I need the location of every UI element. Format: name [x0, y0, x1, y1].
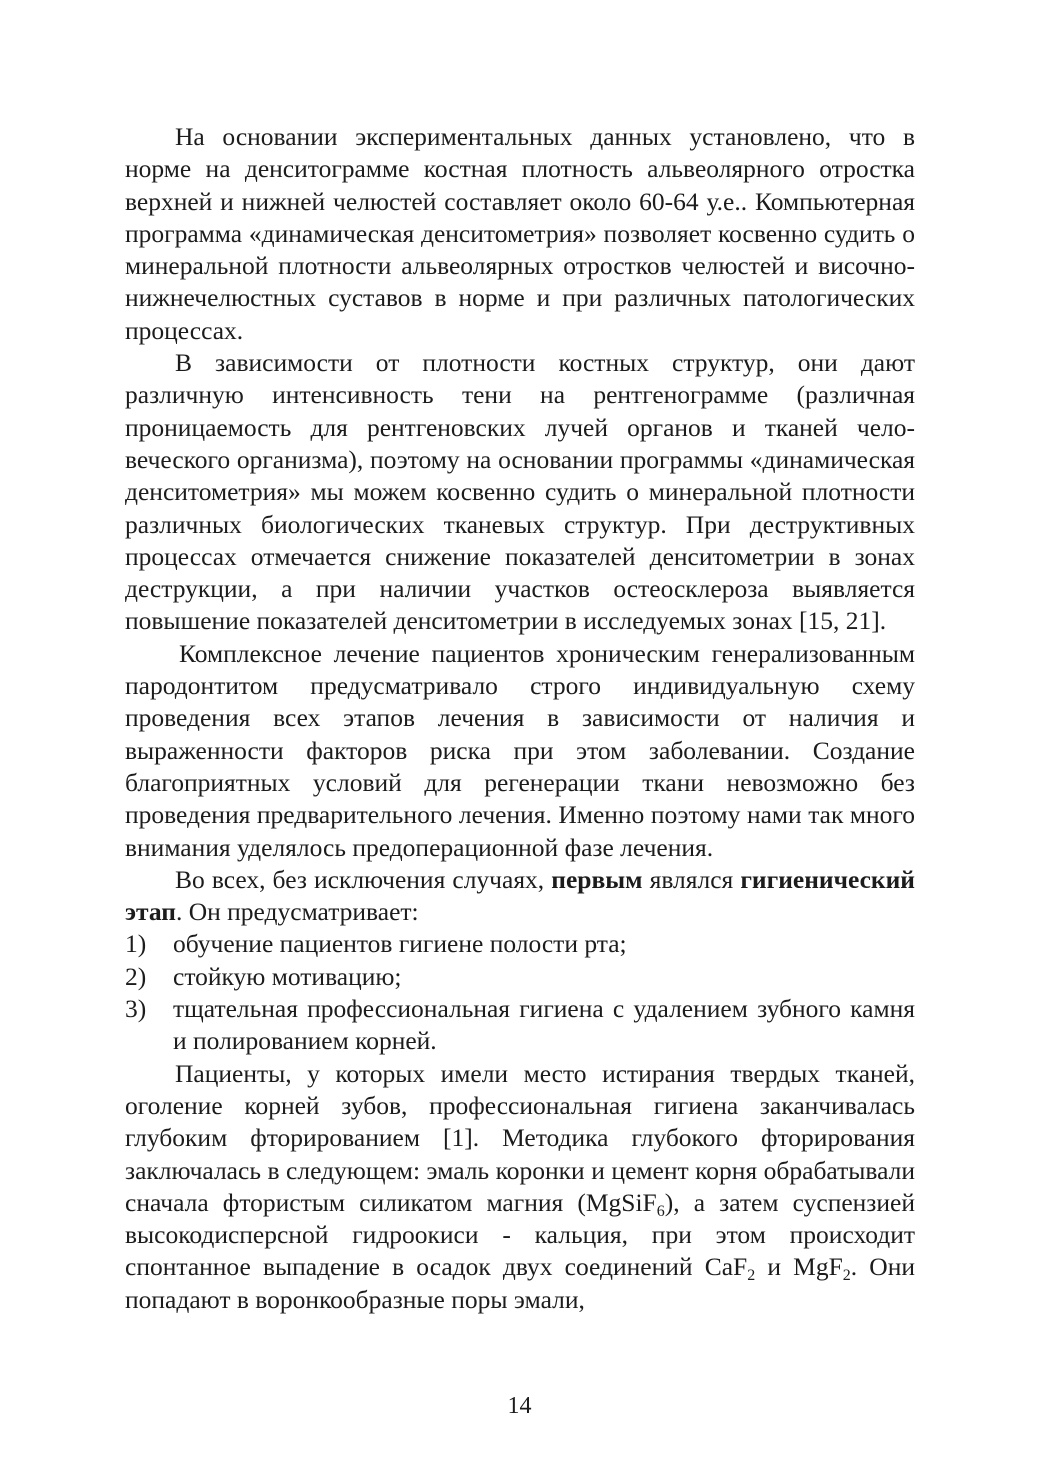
- bold-term-first: первым: [551, 864, 643, 894]
- bold-term-hygienic-stage: гигиенический этап: [125, 864, 915, 927]
- numbered-list: [125, 928, 915, 1057]
- list-item-text: тщательная профессиональная гигиена с удалением зубного камня и полированием корней.: [173, 994, 915, 1056]
- list-item-number: 3): [125, 994, 147, 1024]
- paragraph-5-text-3: и MgF: [755, 1252, 843, 1282]
- paragraph-4: [125, 864, 915, 929]
- paragraph-5-text-2: ), а затем суспензией высокодисперсной гидроокиси - кальция, при этом происходит спонтанное выпадение в осадок двух соединений CaF: [125, 1187, 915, 1282]
- paragraph-4-text-2: являлся: [642, 864, 741, 894]
- page-number: 14: [507, 1393, 532, 1419]
- paragraph-2: В зависимости от плотности костных структур, они дают различную интенсивность тени на рентгенограмме (различная проницаемость для рентгеновских лучей органов и тканей человеческого организма), поэтому на основании программы «динамическая денситометрия» мы можем косвенно судить о минеральной плотности различных биологических тканевых структур. При деструктивных процессах отмечается снижение показателей денситометрии в зонах деструкции, а при наличии участков остеосклероза выявляется повышение показателей денситометрии в исследуемых зонах [15, 21].: [125, 348, 915, 636]
- paragraph-5-text-1: Пациенты, у которых имели место истирания твердых тканей, оголение корней зубов, профессиональная гигиена заканчивалась глубоким фторированием [1]. Методика глубокого фторирования заключалась в следующем: эмаль коронки и цемент корня обрабатывали сначала фтористым силикатом магния (MgSiF: [125, 1058, 915, 1217]
- list-item: [125, 928, 915, 960]
- paragraph-3: Комплексное лечение пациентов хроническим генерализованным пародонтитом предусматривало строго индивидуальную схему проведения всех этапов лечения в зависимости от наличия и выраженности факторов риска при этом заболевании. Создание благоприятных условий для регенерации ткани невозможно без проведения предварительного лечения. Именно поэтому нами так много внимания уделялось предоперационной фазе лечения.: [125, 638, 915, 862]
- list-item: [125, 961, 915, 993]
- subscript-2: 2: [747, 1267, 756, 1285]
- paragraph-4-text-1: Во всех, без исключения случаях,: [175, 864, 552, 894]
- list-item-text: обучение пациентов гигиене полости рта;: [173, 929, 627, 959]
- body-text: [125, 121, 915, 1316]
- paragraph-4-text-3: . Он предусматривает:: [175, 897, 419, 927]
- paragraph-5-text-4: . Они попадают в воронкообразные поры эмали,: [125, 1252, 915, 1314]
- subscript-6: 6: [656, 1202, 665, 1220]
- list-item-text: стойкую мотивацию;: [173, 961, 402, 991]
- list-item-number: 1): [125, 929, 147, 959]
- paragraph-1: На основании экспериментальных данных установлено, что в норме на денситограмме костная плотность альвеолярного отростка верхней и нижней челюстей составляет около 60-64 у.е.. Компьютерная программа «динамическая денситометрия» позволяет косвенно судить о минеральной плотности альвеолярных отростков челюстей и височно-нижнечелюстных суставов в норме и при различных патологических процессах.: [125, 122, 915, 345]
- list-item: [125, 993, 915, 1058]
- subscript-2: 2: [842, 1267, 851, 1285]
- list-item-number: 2): [125, 961, 147, 991]
- paragraph-5: [125, 1058, 915, 1316]
